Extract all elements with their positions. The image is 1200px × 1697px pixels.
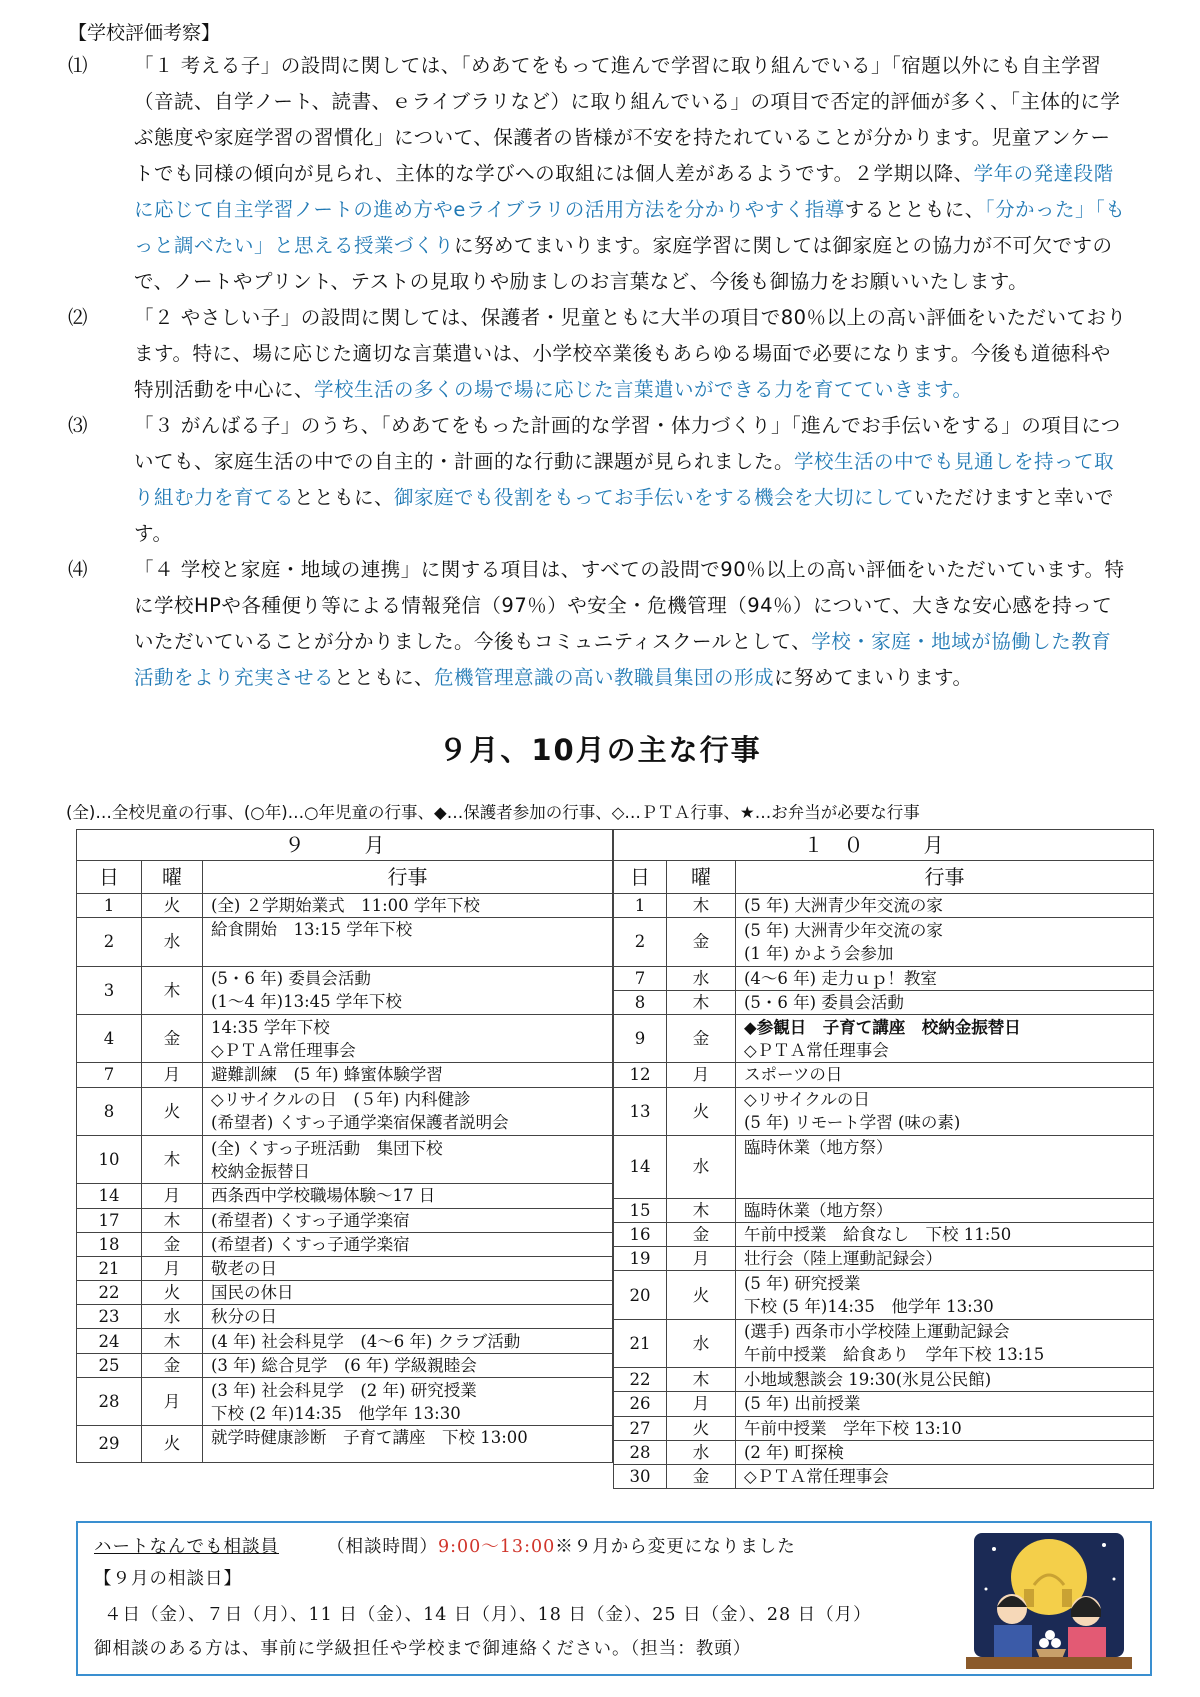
weekday-cell: 金 <box>667 918 736 966</box>
schedule-row <box>77 1426 613 1462</box>
event-cell <box>203 1087 613 1135</box>
schedule-row <box>77 1208 613 1232</box>
event-cell <box>736 1087 1154 1135</box>
schedule-row <box>77 1281 613 1305</box>
schedule-row <box>77 1256 613 1280</box>
schedule-row <box>614 1223 1154 1247</box>
weekday-cell: 月 <box>142 1377 203 1425</box>
paragraph-text: いただけますと幸いです。 <box>134 486 1115 545</box>
weekday-cell: 木 <box>667 894 736 918</box>
weekday-cell: 木 <box>142 1329 203 1353</box>
event-line: 臨時休業（地方祭） <box>744 1200 893 1220</box>
weekday-cell: 火 <box>667 1416 736 1440</box>
paragraph-number: ⑷ <box>68 558 89 581</box>
event-line: 小地域懇談会 19:30(氷見公民館) <box>744 1370 992 1390</box>
event-line: 午前中授業 学年下校 13:10 <box>744 1418 962 1438</box>
schedule-row <box>77 1014 613 1062</box>
day-cell: 7 <box>77 1063 142 1087</box>
weekday-cell: 水 <box>142 918 203 966</box>
event-line: 西条西中学校職場体験～17 日 <box>211 1186 436 1206</box>
event-line: 下校 (2 年)14:35 他学年 13:30 <box>211 1403 461 1423</box>
evaluation-paragraph <box>68 48 1130 300</box>
weekday-cell: 火 <box>142 1281 203 1305</box>
paragraph-text: に努めてまいります。家庭学習に関しては御家庭との協力が不可欠ですので、ノートやプリント、テストの見取りや励ましのお言葉など、今後も御協力をお願いいたします。 <box>134 234 1113 293</box>
event-line: (希望者) くすっ子通学楽宿 <box>211 1234 410 1254</box>
event-line: ◇リサイクルの日 (５年) 内科健診 <box>211 1090 471 1110</box>
paragraph-text: とともに、 <box>334 666 435 689</box>
schedule-row <box>614 990 1154 1014</box>
weekday-cell: 火 <box>667 1087 736 1135</box>
day-cell: 13 <box>614 1087 667 1135</box>
event-line: (全) ２学期始業式 11:00 学年下校 <box>211 896 480 916</box>
weekday-cell: 水 <box>667 1319 736 1367</box>
event-cell <box>203 1281 613 1305</box>
october-rows <box>614 894 1154 1489</box>
highlighted-text: 「分かった」「もっと調べたい」と思える授業づくり <box>134 198 1126 257</box>
col-day-header: 日 <box>77 861 142 894</box>
event-cell <box>203 1256 613 1280</box>
day-cell: 2 <box>77 918 142 966</box>
paragraph-body <box>102 300 1130 408</box>
event-cell <box>736 918 1154 966</box>
paragraph-text: に努めてまいります。 <box>774 666 973 689</box>
evaluation-paragraph <box>68 300 1130 408</box>
weekday-cell: 木 <box>667 990 736 1014</box>
day-cell: 1 <box>614 894 667 918</box>
weekday-cell: 水 <box>667 1135 736 1198</box>
event-line: 就学時健康診断 子育て講座 下校 13:00 <box>211 1428 528 1448</box>
consult-time-note: ※９月から変更になりました <box>555 1537 796 1557</box>
event-line: スポーツの日 <box>744 1065 843 1085</box>
schedule-row <box>77 1329 613 1353</box>
event-line: (4 年) 社会科見学 (4～6 年) クラブ活動 <box>211 1331 521 1351</box>
school-evaluation-section <box>68 18 1130 696</box>
weekday-cell: 木 <box>667 1198 736 1222</box>
schedule-row <box>614 1014 1154 1062</box>
weekday-cell: 木 <box>142 966 203 1014</box>
day-cell: 26 <box>614 1392 667 1416</box>
event-line: (3 年) 総合見学 (6 年) 学級親睦会 <box>211 1355 477 1375</box>
event-cell <box>736 1368 1154 1392</box>
event-line: (3 年) 社会科見学 (2 年) 研究授業 <box>211 1380 477 1400</box>
event-line: (5・6 年) 委員会活動 <box>744 992 904 1012</box>
event-line: (2 年) 町探検 <box>744 1442 844 1462</box>
event-cell <box>203 1353 613 1377</box>
weekday-cell: 水 <box>667 1440 736 1464</box>
weekday-cell: 火 <box>142 1426 203 1462</box>
consult-days: ４日（金）、７日（月）、11 日（金）、14 日（月）、18 日（金）、25 日（金）、28 日（月） <box>104 1605 872 1625</box>
event-cell <box>203 894 613 918</box>
event-cell <box>203 1184 613 1208</box>
consult-time-value: 9:00～13:00 <box>438 1537 556 1557</box>
event-line: 給食開始 13:15 学年下校 <box>211 920 413 940</box>
weekday-cell: 火 <box>142 1087 203 1135</box>
day-cell: 21 <box>77 1256 142 1280</box>
day-cell: 27 <box>614 1416 667 1440</box>
day-cell: 28 <box>77 1377 142 1425</box>
event-cell <box>736 1271 1154 1319</box>
weekday-cell: 月 <box>667 1392 736 1416</box>
event-cell <box>203 1329 613 1353</box>
weekday-cell: 火 <box>142 894 203 918</box>
consult-title: ハートなんでも相談員 <box>94 1537 279 1557</box>
paragraph-text: 「４ 学校と家庭・地域の連携」に関する項目は、すべての設問で90％以上の高い評価をいただいています。特に学校HPや各種便り等による情報発信（97％）や安全・危機管理（94％）について、大きな安心感を持っていただいていることが分かりました。今後もコミュニティスクールとして、 <box>134 558 1125 653</box>
event-cell <box>203 1135 613 1183</box>
event-line: 臨時休業（地方祭） <box>744 1137 893 1157</box>
event-cell <box>736 1440 1154 1464</box>
event-cell <box>203 1377 613 1425</box>
event-cell <box>736 1135 1154 1198</box>
paragraph-number: ⑶ <box>68 414 89 437</box>
event-cell <box>736 1063 1154 1087</box>
event-line: ◇ＰＴＡ常任理事会 <box>211 1040 356 1060</box>
event-line: (4～6 年) 走力ｕｐ！教室 <box>744 968 937 988</box>
weekday-cell: 火 <box>667 1271 736 1319</box>
schedule-row <box>614 894 1154 918</box>
october-schedule-table <box>613 829 1154 1489</box>
event-cell <box>203 1063 613 1087</box>
schedule-row <box>77 1232 613 1256</box>
event-line: 午前中授業 給食あり 学年下校 13:15 <box>744 1345 1045 1365</box>
event-line: ◇リサイクルの日 <box>744 1090 870 1110</box>
schedule-row <box>614 1271 1154 1319</box>
day-cell: 22 <box>77 1281 142 1305</box>
event-line: (1 年) かよう会参加 <box>744 943 894 963</box>
consult-title-line <box>94 1533 796 1558</box>
weekday-cell: 月 <box>142 1063 203 1087</box>
paragraph-text: 「２ やさしい子」の設問に関しては、保護者・児童ともに大半の項目で80％以上の高い評価をいただいております。特に、場に応じた適切な言葉遣いは、小学校卒業後もあらゆる場面で必要になります。今後も道徳科や特別活動を中心に、 <box>134 306 1127 401</box>
paragraph-text: 「３ がんばる子」のうち、「めあてをもった計画的な学習・体力づくり」「進んでお手伝いをする」の項目についても、家庭生活の中での自主的・計画的な行動に課題が見られました。 <box>134 414 1121 473</box>
weekday-cell: 木 <box>667 1368 736 1392</box>
day-cell: 3 <box>77 966 142 1014</box>
paragraph-body <box>102 552 1130 696</box>
highlighted-text: 学校生活の中でも見通しを持って取り組む力を育てる <box>134 450 1115 509</box>
day-cell: 18 <box>77 1232 142 1256</box>
evaluation-paragraphs <box>68 48 1130 696</box>
event-line: 国民の休日 <box>211 1283 294 1303</box>
schedule-row <box>77 894 613 918</box>
event-cell <box>736 1392 1154 1416</box>
paragraph-text: とともに、 <box>294 486 395 509</box>
event-line: (5 年) 大洲青少年交流の家 <box>744 920 943 940</box>
event-cell <box>736 1319 1154 1367</box>
schedule-row <box>77 966 613 1014</box>
event-line: ◇ＰＴＡ常任理事会 <box>744 1467 889 1487</box>
day-cell: 9 <box>614 1014 667 1062</box>
paragraph-text: 「１ 考える子」の設問に関しては、「めあてをもって進んで学習に取り組んでいる」「宿題以外にも自主学習（音読、自学ノート、読書、ｅライブラリなど）に取り組んでいる」の項目で否定的評価が多く、「主体的に学ぶ態度や家庭学習の習慣化」について、保護者の皆様が不安を持たれていることが分かります。児童アンケートでも同様の傾向が見られ、主体的な学びへの取組には個人差があるようです。２学期以降、 <box>134 54 1121 185</box>
consult-time-label: （相談時間） <box>327 1537 438 1557</box>
weekday-cell: 月 <box>142 1256 203 1280</box>
col-day-header: 日 <box>614 861 667 894</box>
events-title: ９月、10月の主な行事 <box>438 733 762 767</box>
event-line: (5・6 年) 委員会活動 <box>211 969 371 989</box>
event-line: (全) くすっ子班活動 集団下校 <box>211 1138 443 1158</box>
event-line: (5 年) リモート学習 (味の素) <box>744 1113 961 1133</box>
day-cell: 14 <box>614 1135 667 1198</box>
event-line: (5 年) 研究授業 <box>744 1274 861 1294</box>
september-rows <box>77 894 613 1463</box>
weekday-cell: 水 <box>142 1305 203 1329</box>
event-line: (選手) 西条市小学校陸上運動記録会 <box>744 1322 1010 1342</box>
weekday-cell: 月 <box>667 1063 736 1087</box>
schedule-row <box>614 1247 1154 1271</box>
event-cell <box>736 1247 1154 1271</box>
day-cell: 16 <box>614 1223 667 1247</box>
event-line: 秋分の日 <box>211 1307 277 1327</box>
day-cell: 28 <box>614 1440 667 1464</box>
consult-days-heading: 【９月の相談日】 <box>94 1569 242 1589</box>
weekday-cell: 金 <box>667 1223 736 1247</box>
event-line: (希望者) くすっ子通学楽宿保護者説明会 <box>211 1113 509 1133</box>
day-cell: 17 <box>77 1208 142 1232</box>
schedule-row <box>614 1368 1154 1392</box>
day-cell: 23 <box>77 1305 142 1329</box>
highlighted-text: 学校生活の多くの場で場に応じた言葉遣いができる力を育てていきます。 <box>314 378 973 401</box>
event-line: (希望者) くすっ子通学楽宿 <box>211 1210 410 1230</box>
event-cell <box>736 1198 1154 1222</box>
september-schedule-table <box>76 829 613 1463</box>
events-legend: (全)…全校児童の行事、(○年)…○年児童の行事、◆…保護者参加の行事、◇…ＰＴＡ行事、★…お弁当が必要な行事 <box>66 803 920 822</box>
event-cell <box>736 1416 1154 1440</box>
col-event-header: 行事 <box>736 861 1154 894</box>
weekday-cell: 金 <box>142 1232 203 1256</box>
weekday-cell: 水 <box>667 966 736 990</box>
event-cell <box>736 1223 1154 1247</box>
schedule-row <box>77 1087 613 1135</box>
day-cell: 14 <box>77 1184 142 1208</box>
day-cell: 21 <box>614 1319 667 1367</box>
event-cell <box>736 990 1154 1014</box>
schedule-row <box>614 1135 1154 1198</box>
event-cell <box>203 1305 613 1329</box>
month-header: １０ 月 <box>614 830 1154 861</box>
paragraph-body <box>102 48 1130 300</box>
event-line: (1～4 年)13:45 学年下校 <box>211 992 402 1012</box>
event-line: 壮行会（陸上運動記録会） <box>744 1249 942 1269</box>
event-line: 午前中授業 給食なし 下校 11:50 <box>744 1225 1012 1245</box>
consult-note: 御相談のある方は、事前に学級担任や学校まで御連絡ください。（担当：教頭） <box>94 1639 752 1659</box>
col-event-header: 行事 <box>203 861 613 894</box>
weekday-cell: 金 <box>142 1014 203 1062</box>
highlighted-text: 御家庭でも役割をもってお手伝いをする機会を大切にして <box>394 486 915 509</box>
consultation-box <box>76 1521 1152 1676</box>
weekday-cell: 金 <box>667 1464 736 1488</box>
event-cell <box>203 1232 613 1256</box>
weekday-cell: 木 <box>142 1135 203 1183</box>
event-line: ◆参観日 子育て講座 校納金振替日 <box>744 1017 1021 1037</box>
schedule-row <box>614 1416 1154 1440</box>
schedule-row <box>77 1184 613 1208</box>
event-cell <box>736 966 1154 990</box>
day-cell: 20 <box>614 1271 667 1319</box>
event-cell <box>203 1208 613 1232</box>
schedule-row <box>614 1392 1154 1416</box>
day-cell: 25 <box>77 1353 142 1377</box>
paragraph-text: するとともに、 <box>844 198 985 221</box>
weekday-cell: 金 <box>667 1014 736 1062</box>
event-line: (5 年) 大洲青少年交流の家 <box>744 896 943 916</box>
event-line: 避難訓練 (5 年) 蜂蜜体験学習 <box>211 1065 443 1085</box>
day-cell: 24 <box>77 1329 142 1353</box>
event-line: (5 年) 出前授業 <box>744 1394 861 1414</box>
schedule-row <box>77 1135 613 1183</box>
event-cell <box>203 1426 613 1462</box>
schedule-row <box>77 1377 613 1425</box>
schedule-row <box>614 966 1154 990</box>
day-cell: 8 <box>77 1087 142 1135</box>
event-line: ◇ＰＴＡ常任理事会 <box>744 1040 889 1060</box>
evaluation-heading: 【学校評価考察】 <box>68 22 221 44</box>
event-line: 14:35 学年下校 <box>211 1017 330 1037</box>
schedule-row <box>77 1305 613 1329</box>
day-cell: 8 <box>614 990 667 1014</box>
month-header: ９ 月 <box>77 830 613 861</box>
day-cell: 22 <box>614 1368 667 1392</box>
col-dow-header: 曜 <box>667 861 736 894</box>
highlighted-text: 学年の発達段階に応じて自主学習ノートの進め方やeライブラリの活用方法を分かりやすく指導 <box>134 162 1114 221</box>
day-cell: 7 <box>614 966 667 990</box>
highlighted-text: 危機管理意識の高い教職員集団の形成 <box>434 666 775 689</box>
event-line: 敬老の日 <box>211 1258 277 1278</box>
weekday-cell: 木 <box>142 1208 203 1232</box>
schedule-row <box>614 1087 1154 1135</box>
weekday-cell: 金 <box>142 1353 203 1377</box>
event-cell <box>736 1464 1154 1488</box>
schedule-row <box>77 1353 613 1377</box>
paragraph-body <box>102 408 1130 552</box>
schedule-row <box>614 918 1154 966</box>
evaluation-paragraph <box>68 408 1130 552</box>
paragraph-number: ⑴ <box>68 54 89 77</box>
day-cell: 2 <box>614 918 667 966</box>
day-cell: 1 <box>77 894 142 918</box>
event-cell <box>203 966 613 1014</box>
schedule-row <box>614 1440 1154 1464</box>
event-cell <box>736 1014 1154 1062</box>
day-cell: 29 <box>77 1426 142 1462</box>
paragraph-number: ⑵ <box>68 306 89 329</box>
schedule-row <box>614 1198 1154 1222</box>
day-cell: 15 <box>614 1198 667 1222</box>
event-cell <box>203 918 613 966</box>
schedule-row <box>614 1063 1154 1087</box>
moon-viewing-illustration-icon <box>964 1529 1134 1673</box>
highlighted-text: 学校・家庭・地域が協働した教育活動をより充実させる <box>134 630 1112 689</box>
schedule-row <box>77 918 613 966</box>
weekday-cell: 月 <box>142 1184 203 1208</box>
event-cell <box>736 894 1154 918</box>
weekday-cell: 月 <box>667 1247 736 1271</box>
schedule-row <box>77 1063 613 1087</box>
evaluation-paragraph <box>68 552 1130 696</box>
day-cell: 30 <box>614 1464 667 1488</box>
day-cell: 19 <box>614 1247 667 1271</box>
day-cell: 12 <box>614 1063 667 1087</box>
event-line: 校納金振替日 <box>211 1161 310 1181</box>
day-cell: 10 <box>77 1135 142 1183</box>
schedule-row <box>614 1319 1154 1367</box>
event-line: 下校 (5 年)14:35 他学年 13:30 <box>744 1297 994 1317</box>
event-cell <box>203 1014 613 1062</box>
day-cell: 4 <box>77 1014 142 1062</box>
col-dow-header: 曜 <box>142 861 203 894</box>
schedule-row <box>614 1464 1154 1488</box>
